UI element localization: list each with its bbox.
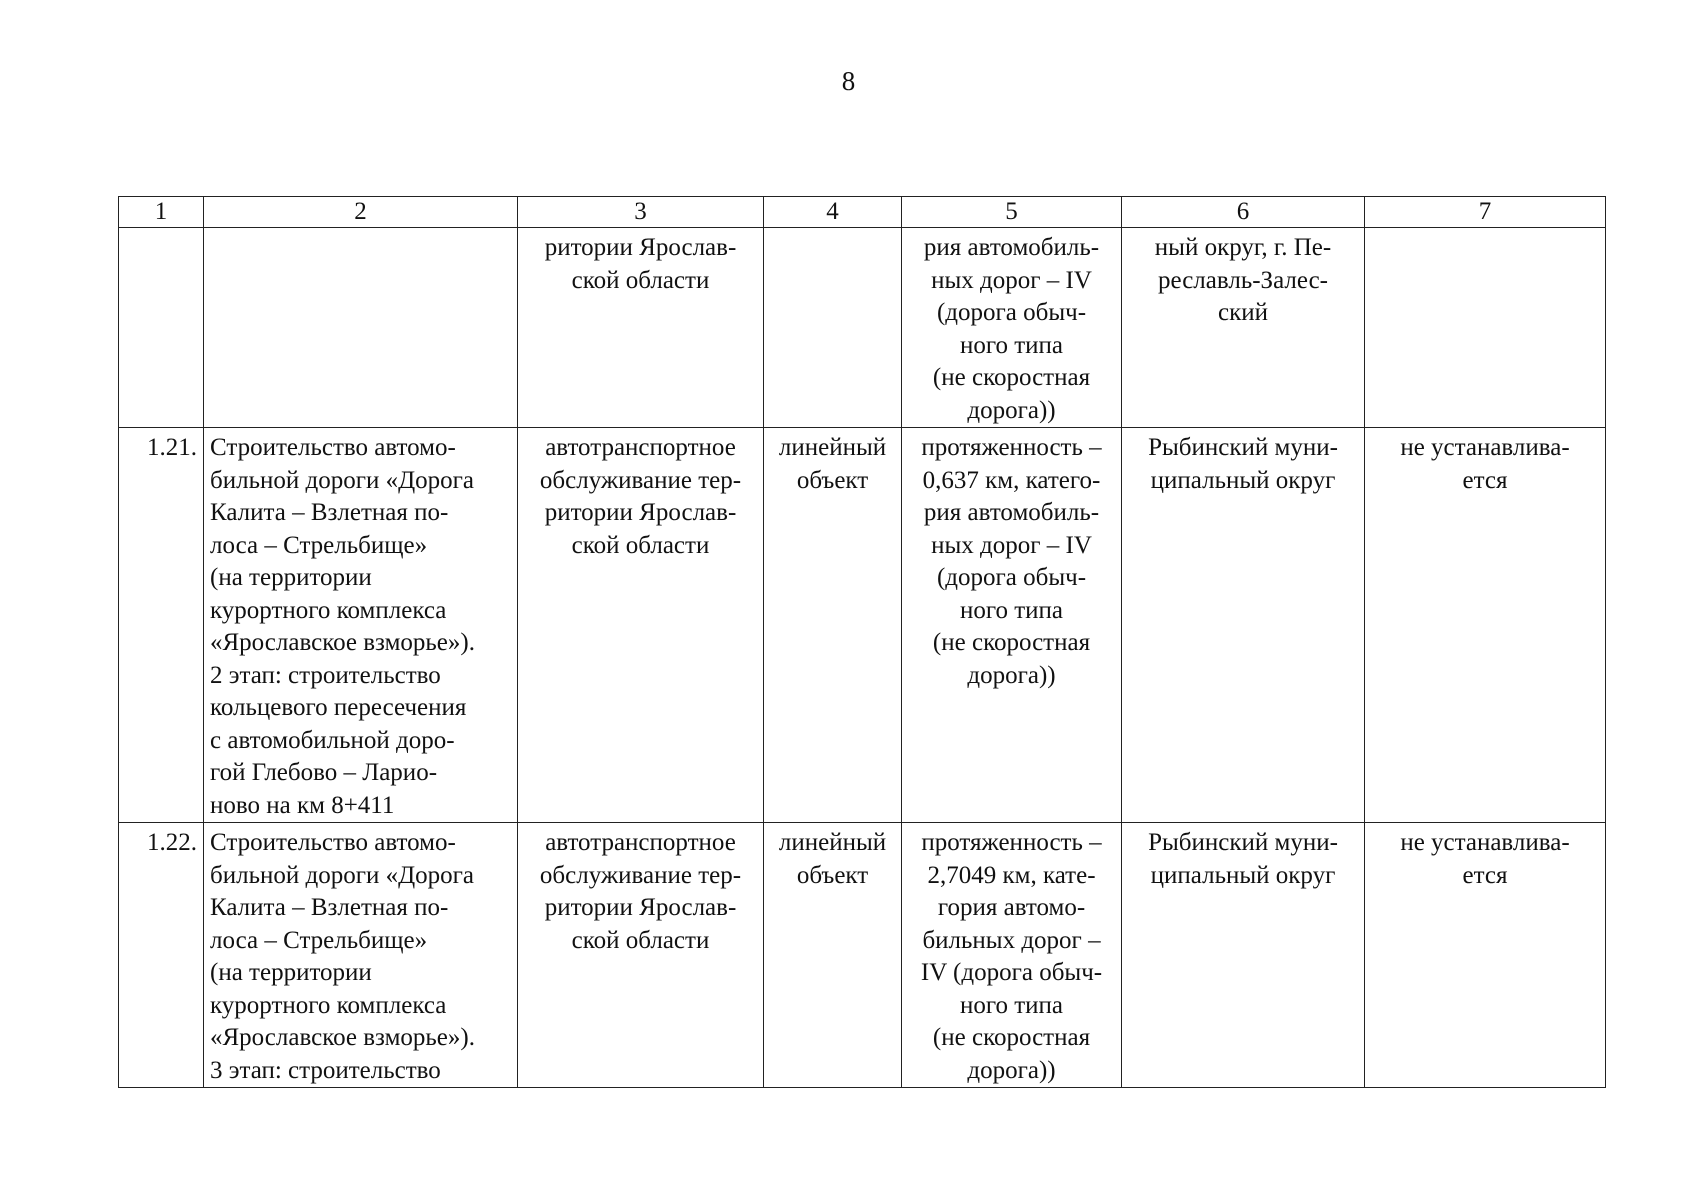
column-header-5: 5 xyxy=(902,197,1122,228)
object-name-cell: Строительство автомо- бильной дороги «Дорога Калита – Взлетная по- лоса – Стрельбище» (на территории курортного комплекса «Ярославское взморье»). 3 этап: строительство xyxy=(204,823,518,1088)
purpose-cell: автотранспортное обслуживание тер- ритории Ярослав- ской области xyxy=(518,823,764,1088)
row-number-cell: 1.22. xyxy=(119,823,204,1088)
location-cell: Рыбинский муни- ципальный округ xyxy=(1122,428,1365,823)
object-type-cell: линейный объект xyxy=(764,428,902,823)
object-name-cell: Строительство автомо- бильной дороги «Дорога Калита – Взлетная по- лоса – Стрельбище» (на территории курортного комплекса «Ярославское взморье»). 2 этап: строительство кольцевого пересечения с автомобильной доро- гой Глебово – Ларио- ново на км 8+411 xyxy=(204,428,518,823)
object-type-cell: линейный объект xyxy=(764,823,902,1088)
object-name-cell xyxy=(204,228,518,428)
row-number-cell: 1.21. xyxy=(119,428,204,823)
table-header-row xyxy=(119,197,1606,228)
characteristics-cell: протяженность – 2,7049 км, кате- гория автомо- бильных дорог – IV (дорога обыч- ного типа (не скоростная дорога)) xyxy=(902,823,1122,1088)
table-row xyxy=(119,823,1606,1088)
objects-table xyxy=(118,196,1606,1088)
column-header-6: 6 xyxy=(1122,197,1365,228)
object-type-cell xyxy=(764,228,902,428)
zone-cell: не устанавлива- ется xyxy=(1365,823,1606,1088)
purpose-cell: автотранспортное обслуживание тер- ритории Ярослав- ской области xyxy=(518,428,764,823)
purpose-cell: ритории Ярослав- ской области xyxy=(518,228,764,428)
column-header-1: 1 xyxy=(119,197,204,228)
characteristics-cell: рия автомобиль- ных дорог – IV (дорога обыч- ного типа (не скоростная дорога)) xyxy=(902,228,1122,428)
zone-cell: не устанавлива- ется xyxy=(1365,428,1606,823)
location-cell: Рыбинский муни- ципальный округ xyxy=(1122,823,1365,1088)
column-header-3: 3 xyxy=(518,197,764,228)
column-header-7: 7 xyxy=(1365,197,1606,228)
column-header-2: 2 xyxy=(204,197,518,228)
page-number: 8 xyxy=(841,66,856,96)
column-header-4: 4 xyxy=(764,197,902,228)
location-cell: ный округ, г. Пе- реславль-Залес- ский xyxy=(1122,228,1365,428)
table-row xyxy=(119,228,1606,428)
zone-cell xyxy=(1365,228,1606,428)
characteristics-cell: протяженность – 0,637 км, катего- рия автомобиль- ных дорог – IV (дорога обыч- ного типа (не скоростная дорога)) xyxy=(902,428,1122,823)
row-number-cell xyxy=(119,228,204,428)
table-row xyxy=(119,428,1606,823)
